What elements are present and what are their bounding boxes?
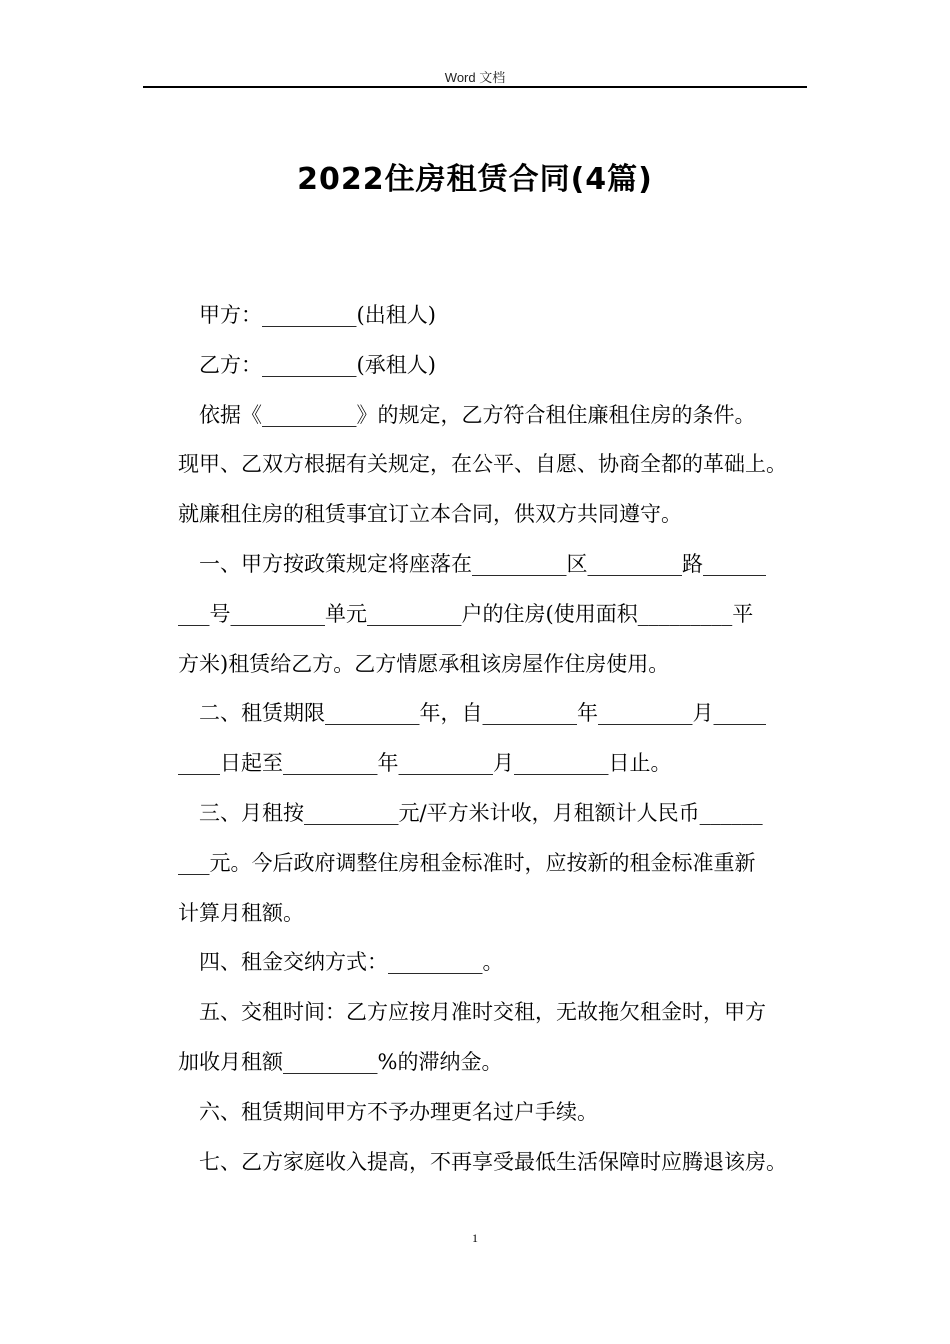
clause-1-line: 一、甲方按政策规定将座落在_________区_________路______ [199,551,766,576]
clause-1-line: ___号_________单元_________户的住房(使用面积_________平 [178,601,754,626]
clause-5-line: 五、交租时间：乙方应按月准时交租，无故拖欠租金时，甲方 [199,1000,766,1025]
document-body [178,295,818,1191]
clause-1-line: 方米)租赁给乙方。乙方情愿承租该房屋作住房使用。 [178,651,670,676]
page-header: Word 文档 [444,70,506,85]
clause-7-line: 七、乙方家庭收入提高，不再享受最低生活保障时应腾退该房。 [199,1149,787,1174]
clause-3-line: 三、月租按_________元/平方米计收，月租额计人民币______ [199,800,763,825]
preamble-line: 就廉租住房的租赁事宜订立本合同，供双方共同遵守。 [178,502,682,527]
preamble-line: 依据《_________》的规定，乙方符合租住廉租住房的条件。 [199,402,756,427]
party-a-line: 甲方：_________(出租人) [199,303,436,327]
clause-2-line: ____日起至_________年_________月_________日止。 [178,751,672,776]
party-b-line: 乙方：_________(承租人) [199,352,436,377]
clause-6-line: 六、租赁期间甲方不予办理更名过户手续。 [199,1099,598,1124]
page-number: 1 [472,1231,478,1245]
header-divider [143,86,807,88]
clause-3-line: ___元。今后政府调整住房租金标准时，应按新的租金标准重新 [178,850,756,875]
clause-5-line: 加收月租额_________%的滞纳金。 [178,1049,503,1074]
clause-4-line: 四、租金交纳方式：_________。 [199,950,504,975]
clause-2-line: 二、租赁期限_________年，自_________年_________月_____ [199,701,766,726]
clause-3-line: 计算月租额。 [178,900,304,925]
document-title: 2022住房租赁合同(4篇) [297,162,653,197]
preamble-line: 现甲、乙双方根据有关规定，在公平、自愿、协商全都的革础上。 [178,452,787,477]
